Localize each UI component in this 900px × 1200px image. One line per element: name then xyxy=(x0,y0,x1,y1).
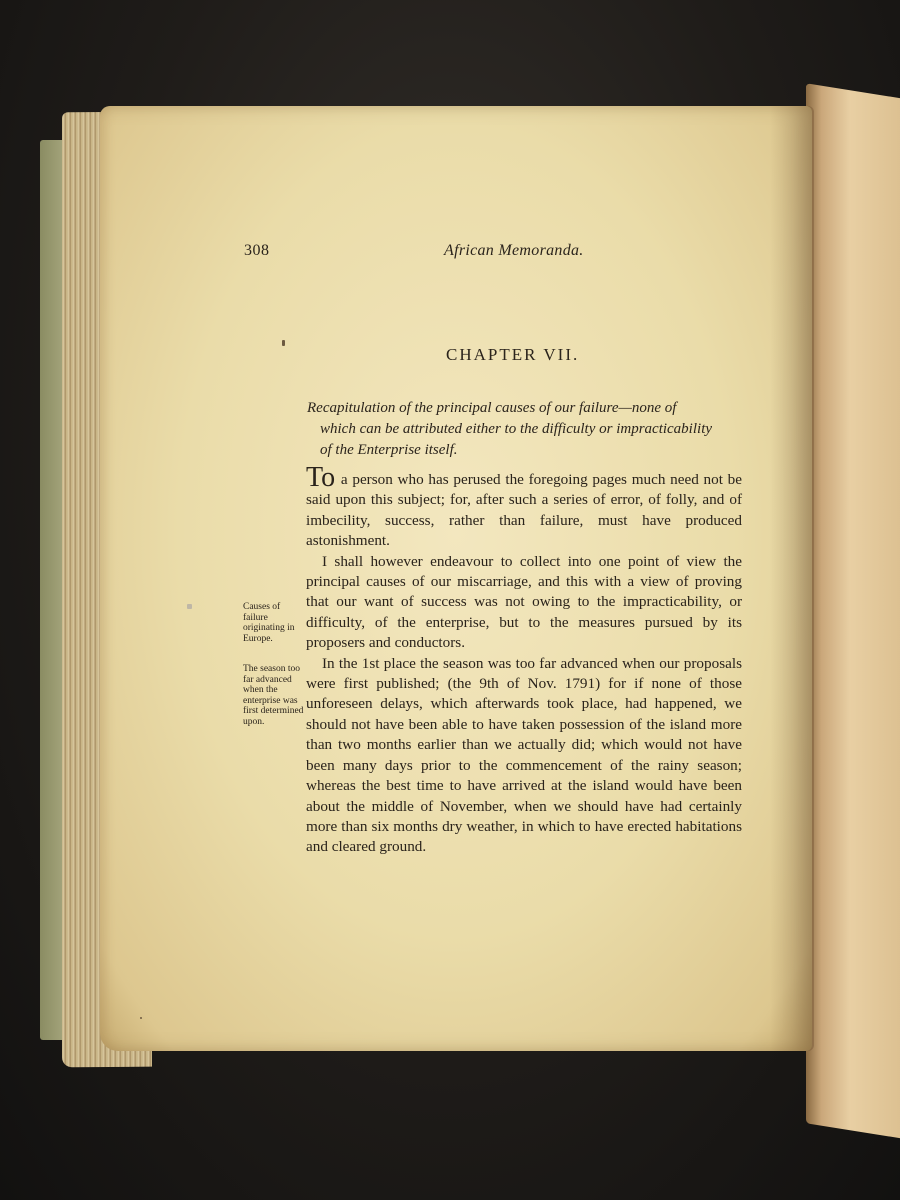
paragraph xyxy=(306,462,743,552)
page-number: 308 xyxy=(244,242,270,259)
paragraph-text: a person who has perused the foregoing pages much need not be said upon this subject; for, after such a series of error, of folly, and of imbecility, success, rather than failure, must have produced astonishment. xyxy=(306,471,743,550)
dust-speck xyxy=(282,340,285,346)
marginal-note: The season too far advanced when the enterprise was first determined upon. xyxy=(243,664,304,727)
drop-cap: To xyxy=(306,462,336,493)
running-head xyxy=(244,242,754,264)
paragraph: I shall however endeavour to collect into one point of view the principal causes of our miscarriage, and this with a view of proving that our want of success was not owing to the impracticability, or difficulty, of the enterprise, but to the measures pursued by its proposers and conductors. xyxy=(306,552,742,652)
running-title: African Memoranda. xyxy=(444,242,584,259)
dust-speck xyxy=(187,604,192,609)
body-text xyxy=(306,462,743,858)
page-gutter-shadow xyxy=(770,106,814,1051)
marginal-note: Causes of failure originating in Europe. xyxy=(243,602,295,644)
paragraph: In the 1st place the season was too far advanced when our proposals were first published; (the 9th of Nov. 1791) for if none of those unforeseen delays, which afterwards took place, had happened, we should not have been able to have taken possession of the island more than two months earlier than we actually did; which would not have been many days prior to the commencement of the rainy season; whereas the best time to have arrived at the island would have been about the middle of November, when we should have had certainly more than six months dry weather, in which to have erected habitations and cleared ground. xyxy=(306,654,742,856)
facing-page xyxy=(806,83,900,1140)
chapter-heading: CHAPTER VII. xyxy=(446,345,580,364)
dust-speck xyxy=(140,1017,142,1019)
summary-line: Recapitulation of the principal causes of our failure—none of xyxy=(307,400,677,416)
summary-line: of the Enterprise itself. xyxy=(320,442,458,458)
summary-line: which can be attributed either to the difficulty or impracticability xyxy=(320,421,713,437)
chapter-summary xyxy=(307,398,772,461)
